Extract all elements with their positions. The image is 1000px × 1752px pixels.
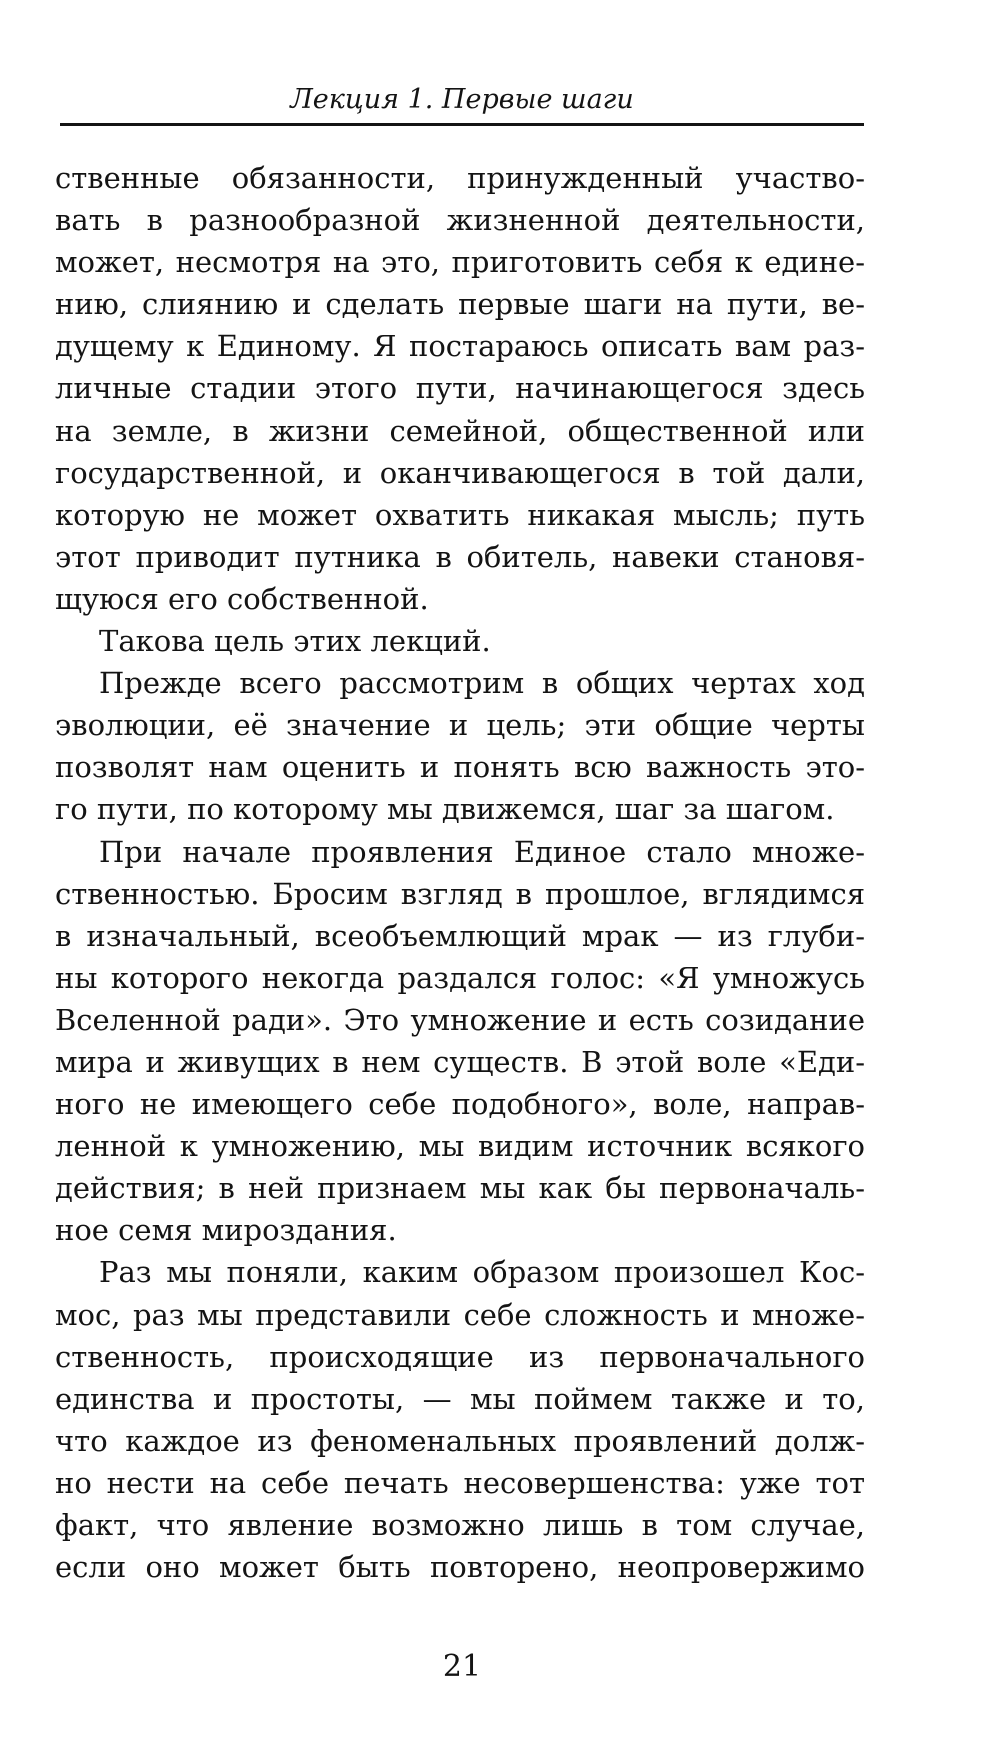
body-text	[55, 157, 865, 1588]
text-line: на земле, в жизни семейной, общественной или	[55, 413, 865, 448]
text-line: ленной к умножению, мы видим источник всякого	[55, 1129, 865, 1164]
text-line: нию, слиянию и сделать первые шаги на пути, ве-	[55, 287, 865, 322]
text-line: ны которого некогда раздался голос: «Я умножусь	[55, 960, 865, 995]
running-head: Лекция 1. Первые шаги	[290, 84, 634, 115]
text-line: позволят нам оценить и понять всю важность это-	[55, 750, 865, 785]
text-line: вать в разнообразной жизненной деятельности,	[55, 203, 865, 238]
text-line: ственность, происходящие из первоначального	[55, 1339, 865, 1374]
text-line: этот приводит путника в обитель, навеки становя-	[55, 539, 865, 574]
text-line: государственной, и оканчивающегося в той дали,	[55, 455, 865, 490]
text-line: дущему к Единому. Я постараюсь описать вам раз-	[55, 329, 865, 364]
text-line: может, несмотря на это, приготовить себя к едине-	[55, 245, 865, 280]
text-line: в изначальный, всеобъемлющий мрак — из глуби-	[55, 918, 865, 953]
header-rule	[60, 123, 864, 126]
text-line: ственностью. Бросим взгляд в прошлое, вглядимся	[55, 876, 865, 911]
text-line: щуюся его собственной.	[55, 581, 429, 616]
text-line: действия; в ней признаем мы как бы первоначаль-	[55, 1171, 865, 1206]
text-line: эволюции, её значение и цель; эти общие черты	[55, 708, 865, 743]
text-line: личные стадии этого пути, начинающегося здесь	[55, 371, 865, 406]
text-line: Прежде всего рассмотрим в общих чертах ход	[99, 666, 865, 701]
text-line: ного не имеющего себе подобного», воле, направ-	[55, 1087, 865, 1122]
text-line: Такова цель этих лекций.	[99, 624, 491, 659]
text-line: но нести на себе печать несовершенства: уже тот	[55, 1465, 865, 1500]
text-line: единства и простоты, — мы поймем также и то,	[55, 1381, 865, 1416]
text-line: факт, что явление возможно лишь в том случае,	[55, 1508, 865, 1542]
text-line: Вселенной ради». Это умножение и есть созидание	[55, 1002, 865, 1037]
text-line: если оно может быть повторено, неопровержимо	[55, 1550, 865, 1585]
text-line: мира и живущих в нем существ. В этой воле «Еди-	[55, 1044, 865, 1079]
text-line: ное семя мироздания.	[55, 1213, 397, 1248]
text-line: мос, раз мы представили себе сложность и множе-	[55, 1297, 865, 1332]
text-line: При начале проявления Единое стало множе-	[99, 834, 865, 869]
text-line: которую не может охватить никакая мысль; путь	[55, 497, 865, 532]
text-line: что каждое из феноменальных проявлений долж-	[55, 1423, 865, 1458]
text-line: ственные обязанности, принужденный участво-	[55, 161, 865, 195]
text-line: го пути, по которому мы движемся, шаг за шагом.	[55, 792, 835, 827]
page-number: 21	[442, 1649, 482, 1684]
text-line: Раз мы поняли, каким образом произошел Кос-	[99, 1255, 865, 1290]
